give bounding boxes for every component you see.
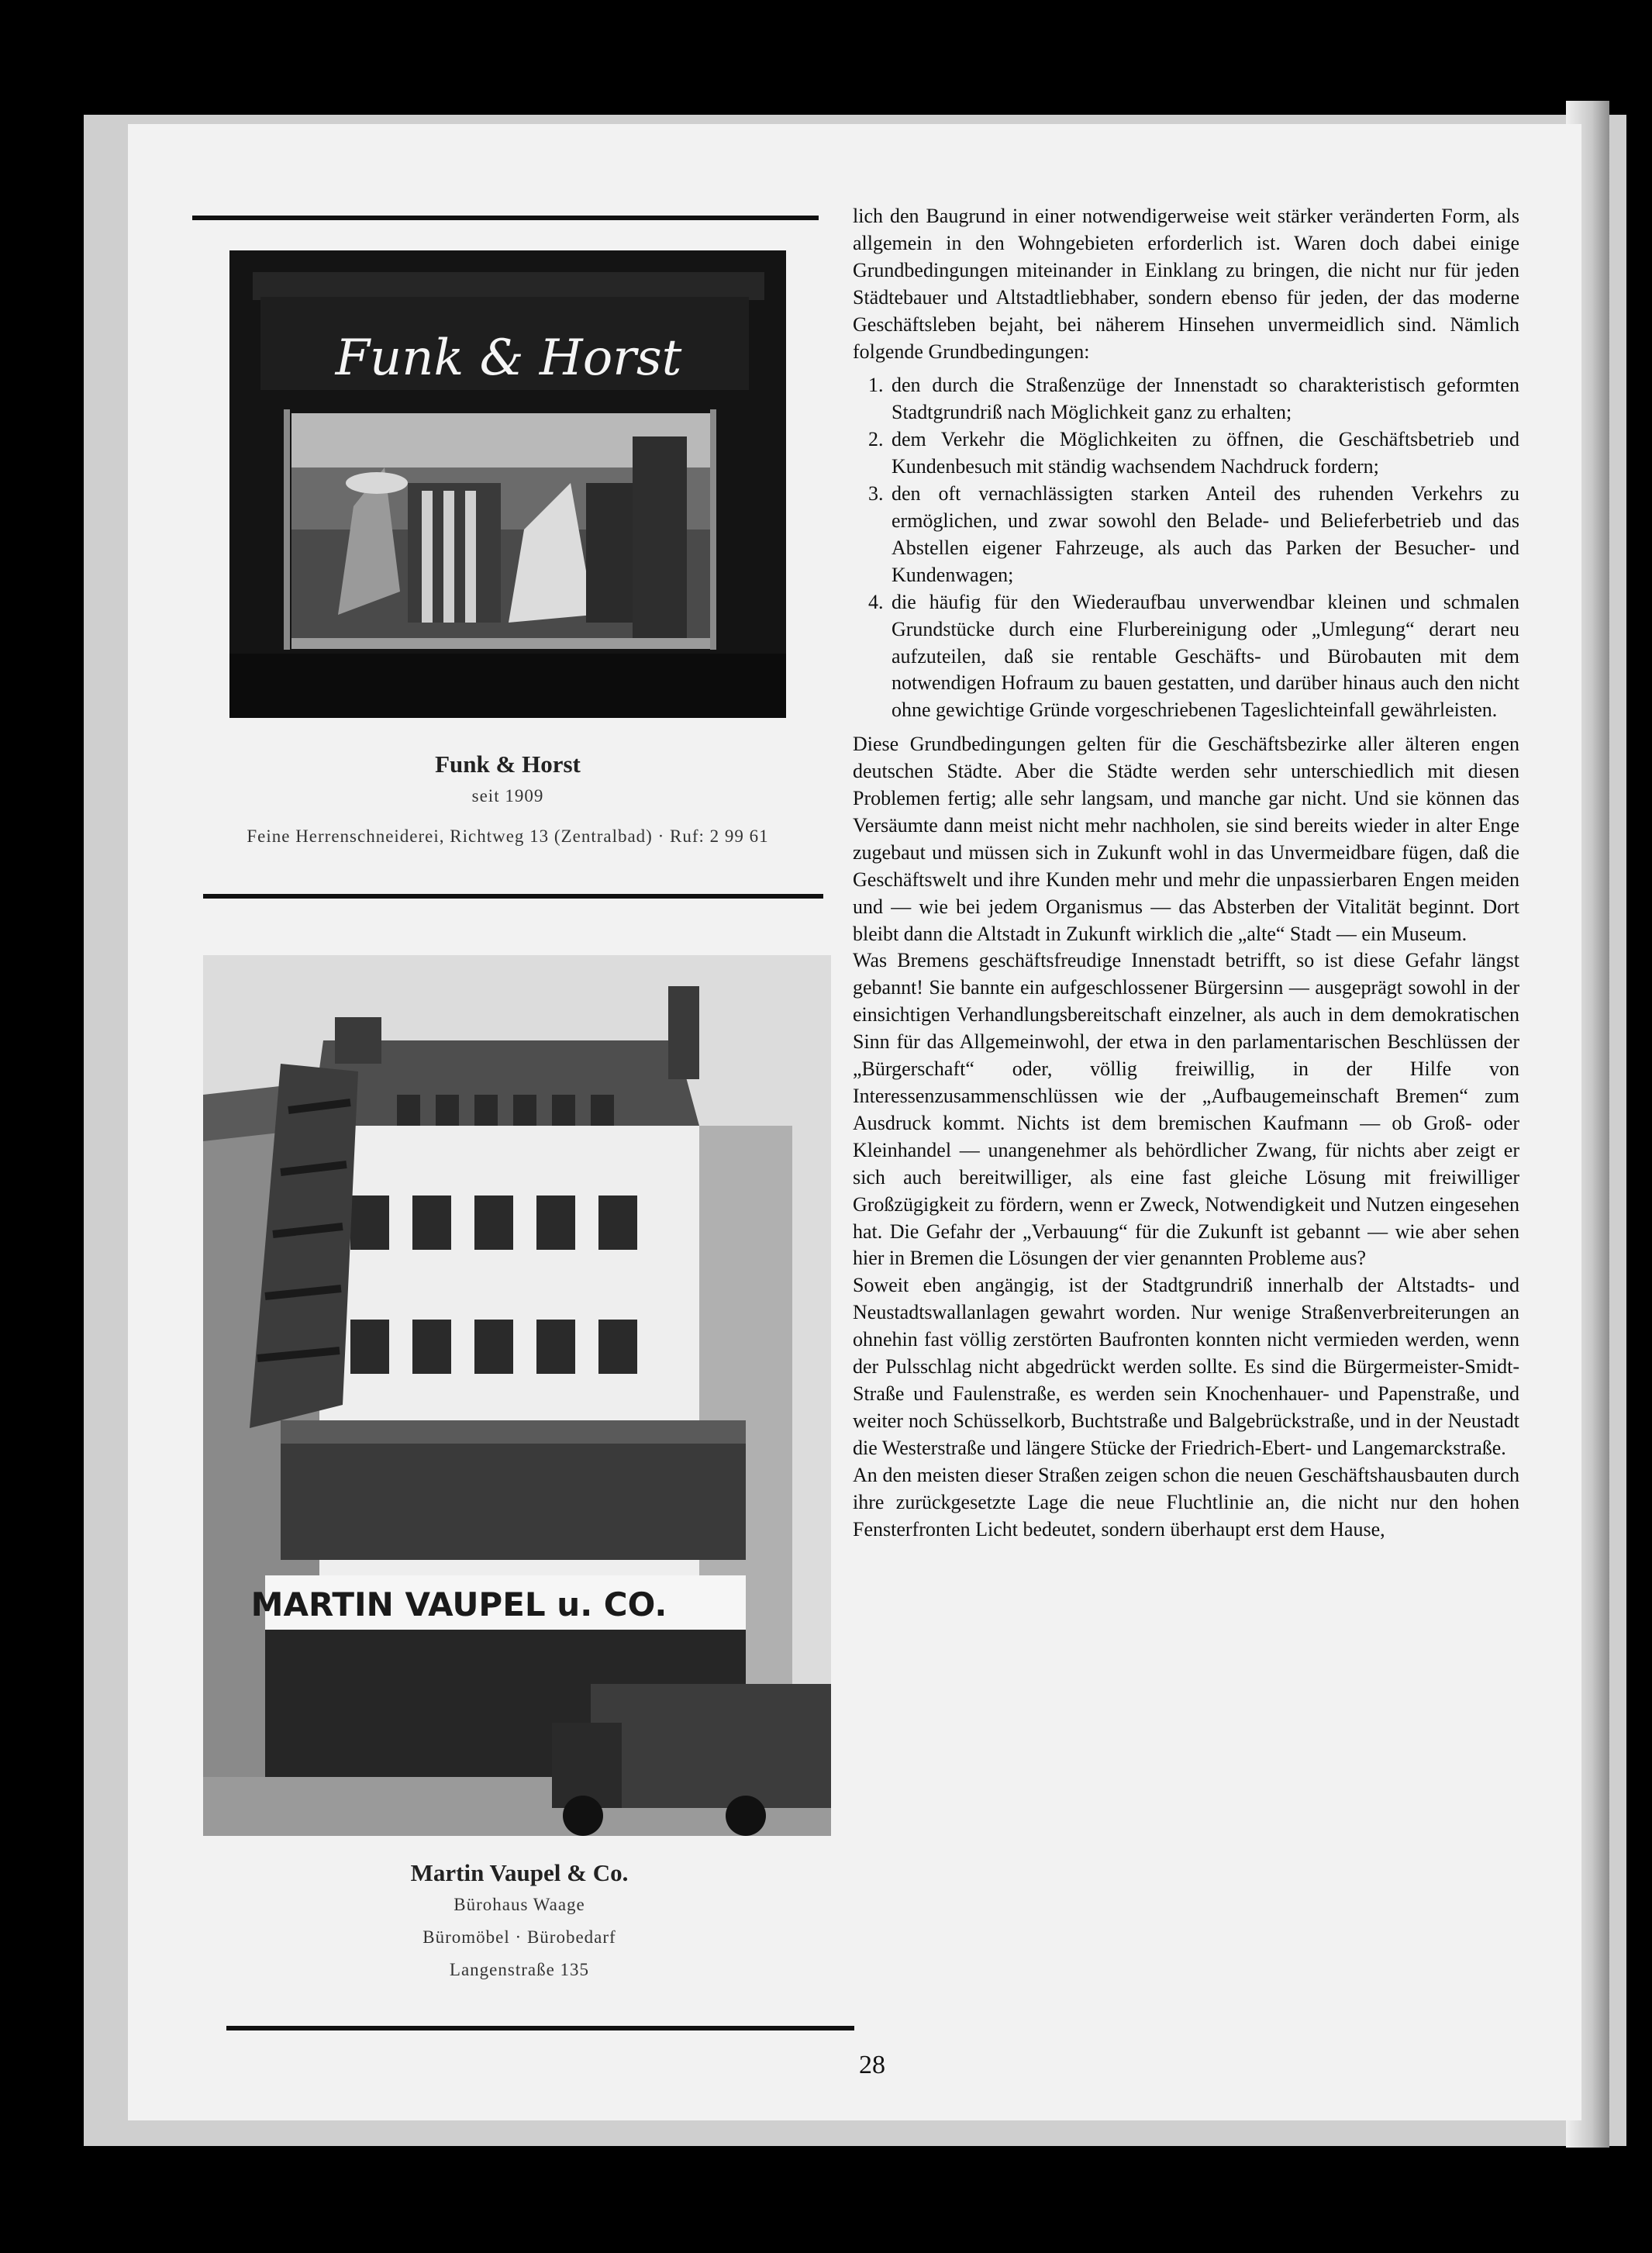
edge-mark <box>1628 208 1652 212</box>
firm-details: Feine Herrenschneiderei, Richtweg 13 (Zentralbad) · Ruf: 2 99 61 <box>247 826 769 846</box>
article-text-column <box>853 203 1519 2048</box>
building-sign-text: MARTIN VAUPEL u. CO. <box>250 1585 667 1623</box>
funk-horst-caption <box>186 750 829 847</box>
body-paragraph: Diese Grundbedingungen gelten für die Geschäftsbezirke aller älteren engen deutschen Städte. Aber die Städte werden sehr unterschiedlich mit diesen Problemen fertig; alle sehr langsam, und manche gar nicht. Und sie können das Versäumte dann meist nicht mehr nachholen, sie sind bereits wieder in alter Enge zugebaut und müssen sich in Zukunft wohl in das Unvermeidbare fügen, daß die Geschäftswelt und ihre Kunden mehr und mehr die unpassierbaren Engen meiden und — wie bei jedem Organismus — das Absterben der Vitalität beginnt. Dort bleibt dann die Altstadt in Zukunft wirklich die „alte“ Stadt — ein Museum. <box>853 733 1519 945</box>
office-building-image <box>203 955 831 1836</box>
firm-line-3: Langenstraße 135 <box>449 1960 590 1979</box>
edge-mark <box>1636 983 1652 987</box>
shop-window-image <box>229 250 786 718</box>
condition-item: 3. den oft vernachlässigten starken Anteil des ruhenden Verkehrs zu ermöglichen, und zwar sowohl den Belade- und Belieferbetrieb und das Abstellen eigener Fahrzeuge, als auch das Parken der Besucher- und Kundenwagen; <box>888 481 1519 589</box>
bottom-rule <box>226 2026 854 2030</box>
firm-name: Martin Vaupel & Co. <box>410 1859 629 1886</box>
middle-rule <box>203 894 823 899</box>
firm-line-1: Bürohaus Waage <box>454 1895 585 1914</box>
page-number: 28 <box>859 2051 885 2079</box>
shop-sign-text: Funk & Horst <box>335 329 682 387</box>
intro-paragraph: lich den Baugrund in einer notwendigerweise weit stärker veränderten Form, als allgemein in den Wohngebieten erforderlich ist. Waren doch dabei einige Grundbedingungen miteinander in Einklang zu bringen, die nicht nur für jeden Städtebauer und Altstadtliebhaber, sondern ebenso für jeden, der das moderne Geschäftsleben bejaht, bei näherem Hinsehen unvermeidlich sind. Nämlich folgende Grundbedingungen: <box>853 205 1519 363</box>
body-paragraph: Soweit eben angängig, ist der Stadtgrundriß innerhalb der Altstadts- und Neustadtswallanlagen gewahrt worden. Nur wenige Straßenverbreiterungen an ohnehin fast völlig zerstörten Baufronten konnten nicht vermieden werden, wenn der Pulsschlag nicht abgedrückt werden sollte. Es sind die Bürgermeister-Smidt-Straße und Faulenstraße, es werden sein Knochenhauer- und Papenstraße, und weiter noch Schüsselkorb, Buchtstraße und Balgebrückstraße, und in der Neustadt die Westerstraße und längere Stücke der Friedrich-Ebert- und Langemarckstraße. <box>853 1274 1519 1459</box>
conditions-list <box>853 372 1519 724</box>
condition-item: 1. den durch die Straßenzüge der Innenstadt so charakteristisch geformten Stadtgrundriß nach Möglichkeit ganz zu erhalten; <box>888 372 1519 426</box>
funk-horst-photo <box>229 250 786 718</box>
body-paragraph: Was Bremens geschäftsfreudige Innenstadt betrifft, so ist diese Gefahr längst gebannt! Sie bannte ein aufgeschlossener Bürgersinn — ausgeprägt sowohl in der einsichtigen Verhandlungsbereitschaft einzelner, als auch in dem demokratischen Sinn für das Allgemeinwohl, der etwa in den parlamentarischen Beschlüssen der „Bürgerschaft“ oder, völlig freiwillig, in der Hilfe von Interessenzusammenschlüssen wie der „Aufbaugemeinschaft Bremen“ zum Ausdruck kommt. Nichts ist dem bremischen Kaufmann — ob Groß- oder Kleinhandel — unangenehmer als behördlicher Zwang, für nichts aber zeigt er sich auch bereitwilliger, als eine fast gleiche Lösung mit freiwilliger Großzügigkeit zu fördern, wenn er Zweck, Notwendigkeit und Nutzen eingesehen hat. Die Gefahr der „Verbauung“ für die Zukunft ist gebannt — wie aber sehen hier in Bremen die Lösungen der vier genannten Probleme aus? <box>853 949 1519 1270</box>
body-paragraph: An den meisten dieser Straßen zeigen schon die neuen Geschäftshausbauten durch ihre zurückgesetzte Lage die neue Fluchtlinie an, die nicht nur den hohen Fensterfronten Licht bedeutet, sondern überhaupt erst dem Hause, <box>853 1463 1519 1541</box>
martin-vaupel-photo <box>203 955 831 1836</box>
firm-name: Funk & Horst <box>435 750 581 778</box>
firm-line-2: Büromöbel · Bürobedarf <box>422 1927 616 1947</box>
condition-item: 2. dem Verkehr die Möglichkeiten zu öffnen, die Geschäftsbetrieb und Kundenbesuch mit ständig wachsendem Nachdruck fordern; <box>888 426 1519 481</box>
top-rule <box>192 216 819 220</box>
martin-vaupel-caption <box>186 1859 853 1980</box>
condition-item: 4. die häufig für den Wiederaufbau unverwendbar kleinen und schmalen Grundstücke durch eine Flurbereinigung oder „Umlegung“ derart neu aufzuteilen, daß sie rentable Geschäfts- und Bürobauten mit dem notwendigen Hofraum zu bauen gestatten, und darüber hinaus auch den nicht ohne gewichtige Gründe vorgeschriebenen Tageslichteinfall gewährleisten. <box>888 589 1519 725</box>
firm-since: seit 1909 <box>471 786 544 806</box>
